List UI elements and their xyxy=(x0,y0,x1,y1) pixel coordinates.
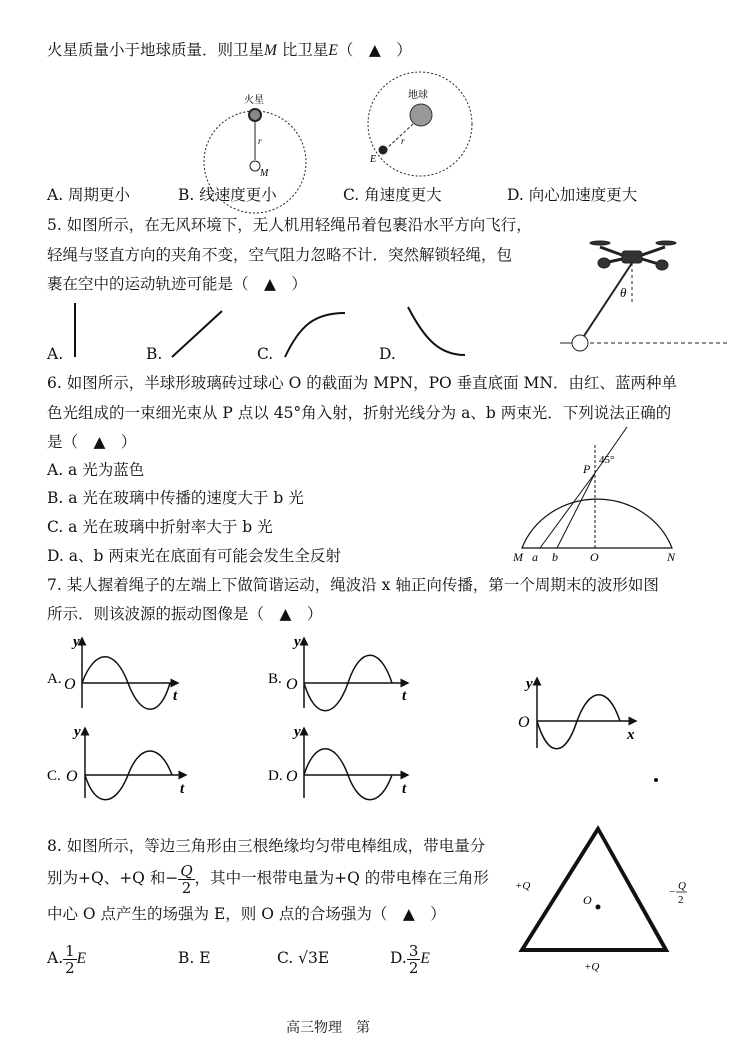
trajectory-b xyxy=(172,311,222,357)
svg-text:M: M xyxy=(513,550,523,564)
q4-option-d: D. 向心加速度更大 xyxy=(507,186,638,204)
earth-label: 地球 xyxy=(408,90,428,101)
graph-d xyxy=(268,724,408,800)
q8-line-2: 别为+Q、+Q 和− $\frac{Q}{2}$ ，其中一根带电量为+Q 的带电棒在三角形 xyxy=(47,861,489,897)
svg-text:−: − xyxy=(669,886,676,898)
svg-text:O: O xyxy=(64,676,76,693)
trajectory-c xyxy=(285,313,345,357)
svg-text:P: P xyxy=(583,462,591,476)
q8-option-b: B. E xyxy=(178,949,211,967)
q4-orbit-figure xyxy=(0,0,747,200)
mars-label: 火星 xyxy=(244,95,264,106)
svg-text:+Q: +Q xyxy=(584,961,600,973)
q5-line-1: 5. 如图所示，在无风环境下，无人机用轻绳吊着包裹沿水平方向飞行， xyxy=(47,216,532,234)
svg-text:C.: C. xyxy=(47,768,61,784)
mars xyxy=(249,109,261,121)
q5-option-b: B. xyxy=(146,345,163,363)
q6-line-3: 是（ ▲ ） xyxy=(47,433,137,451)
q6-option-a: A. a 光为蓝色 xyxy=(47,461,145,479)
hemisphere-figure xyxy=(505,445,705,565)
q8-option-d: D. $\frac{3}{2}$ E xyxy=(390,941,430,977)
q7-graphs xyxy=(0,628,747,828)
svg-text:y: y xyxy=(73,634,80,650)
svg-text:t: t xyxy=(402,688,407,704)
svg-text:N: N xyxy=(667,550,676,564)
svg-text:t: t xyxy=(180,781,185,797)
triangle-figure xyxy=(505,825,705,975)
trajectory-d xyxy=(408,307,465,355)
q5-line-2: 轻绳与竖直方向的夹角不变，空气阻力忽略不计．突然解锁轻绳，包 xyxy=(47,246,513,264)
q8-option-c: C. √3E xyxy=(277,949,330,967)
q7-line-2: 所示．则该波源的振动图像是（ ▲ ） xyxy=(47,605,323,623)
theta-label: θ xyxy=(620,285,627,300)
svg-text:Q: Q xyxy=(678,880,686,892)
svg-text:y: y xyxy=(294,634,301,650)
svg-text:t: t xyxy=(173,688,178,704)
q5-line-3: 裹在空中的运动轨迹可能是（ ▲ ） xyxy=(47,275,307,293)
svg-text:y: y xyxy=(526,676,533,692)
page-footer: 高三物理 第 xyxy=(286,1020,370,1036)
q6-option-d: D. a、b 两束光在底面有可能会发生全反射 xyxy=(47,547,341,565)
graph-c xyxy=(47,724,186,800)
q4-option-b: B. 线速度更小 xyxy=(178,186,277,204)
q6-line-2: 色光组成的一束细光束从 P 点以 45°角入射，折射光线分为 a、b 两束光．下列说法正确的 xyxy=(47,404,672,422)
svg-text:r: r xyxy=(401,136,405,146)
satellite-m xyxy=(250,161,260,171)
svg-text:O: O xyxy=(66,768,78,785)
q5-option-a: A. xyxy=(47,345,64,363)
drone-icon xyxy=(590,241,676,270)
svg-text:x: x xyxy=(627,727,635,743)
svg-text:M: M xyxy=(260,168,269,179)
q6-option-c: C. a 光在玻璃中折射率大于 b 光 xyxy=(47,518,273,536)
svg-text:+Q: +Q xyxy=(515,880,531,892)
q7-line-1: 7. 某人握着绳子的左端上下做简谐运动，绳波沿 x 轴正向传播，第一个周期末的波形如图 xyxy=(47,576,659,594)
svg-text:O: O xyxy=(286,676,298,693)
svg-text:2: 2 xyxy=(678,894,684,906)
q5-trajectories xyxy=(0,295,747,365)
satellite-e xyxy=(379,146,387,154)
q5-option-c: C. xyxy=(257,345,274,363)
svg-text:t: t xyxy=(402,781,407,797)
q8-option-a: A. $\frac{1}{2}$ E xyxy=(47,941,87,977)
graph-b xyxy=(268,634,408,711)
svg-text:b: b xyxy=(552,550,558,564)
svg-text:y: y xyxy=(294,724,301,740)
q4-option-a: A. 周期更小 xyxy=(47,186,131,204)
svg-text:O: O xyxy=(518,714,530,731)
svg-text:D.: D. xyxy=(268,768,283,784)
wave-figure xyxy=(518,676,636,749)
q8-line-1: 8. 如图所示，等边三角形由三根绝缘均匀带电棒组成，带电量分 xyxy=(47,837,486,855)
svg-text:E: E xyxy=(370,154,377,165)
svg-text:O: O xyxy=(583,893,592,907)
q6-line-1: 6. 如图所示，半球形玻璃砖过球心 O 的截面为 MPN，PO 垂直底面 MN．由红、蓝两种单 xyxy=(47,374,677,392)
graph-a xyxy=(47,634,178,709)
svg-text:r: r xyxy=(258,136,262,146)
svg-text:O: O xyxy=(286,768,298,785)
q8-line-3: 中心 O 点产生的场强为 E，则 O 点的合场强为（ ▲ ） xyxy=(47,905,446,923)
q4-stem: 火星质量小于地球质量．则卫星M 比卫星E（ ▲ ） xyxy=(47,41,412,59)
svg-text:45°: 45° xyxy=(599,454,615,466)
q4-option-c: C. 角速度更大 xyxy=(343,186,442,204)
svg-text:B.: B. xyxy=(268,671,282,687)
svg-text:a: a xyxy=(532,550,538,564)
q5-option-d: D. xyxy=(379,345,396,363)
svg-text:A.: A. xyxy=(47,671,62,687)
earth xyxy=(410,104,432,126)
svg-text:y: y xyxy=(74,724,81,740)
q6-option-b: B. a 光在玻璃中传播的速度大于 b 光 xyxy=(47,489,304,507)
svg-text:O: O xyxy=(590,550,599,564)
